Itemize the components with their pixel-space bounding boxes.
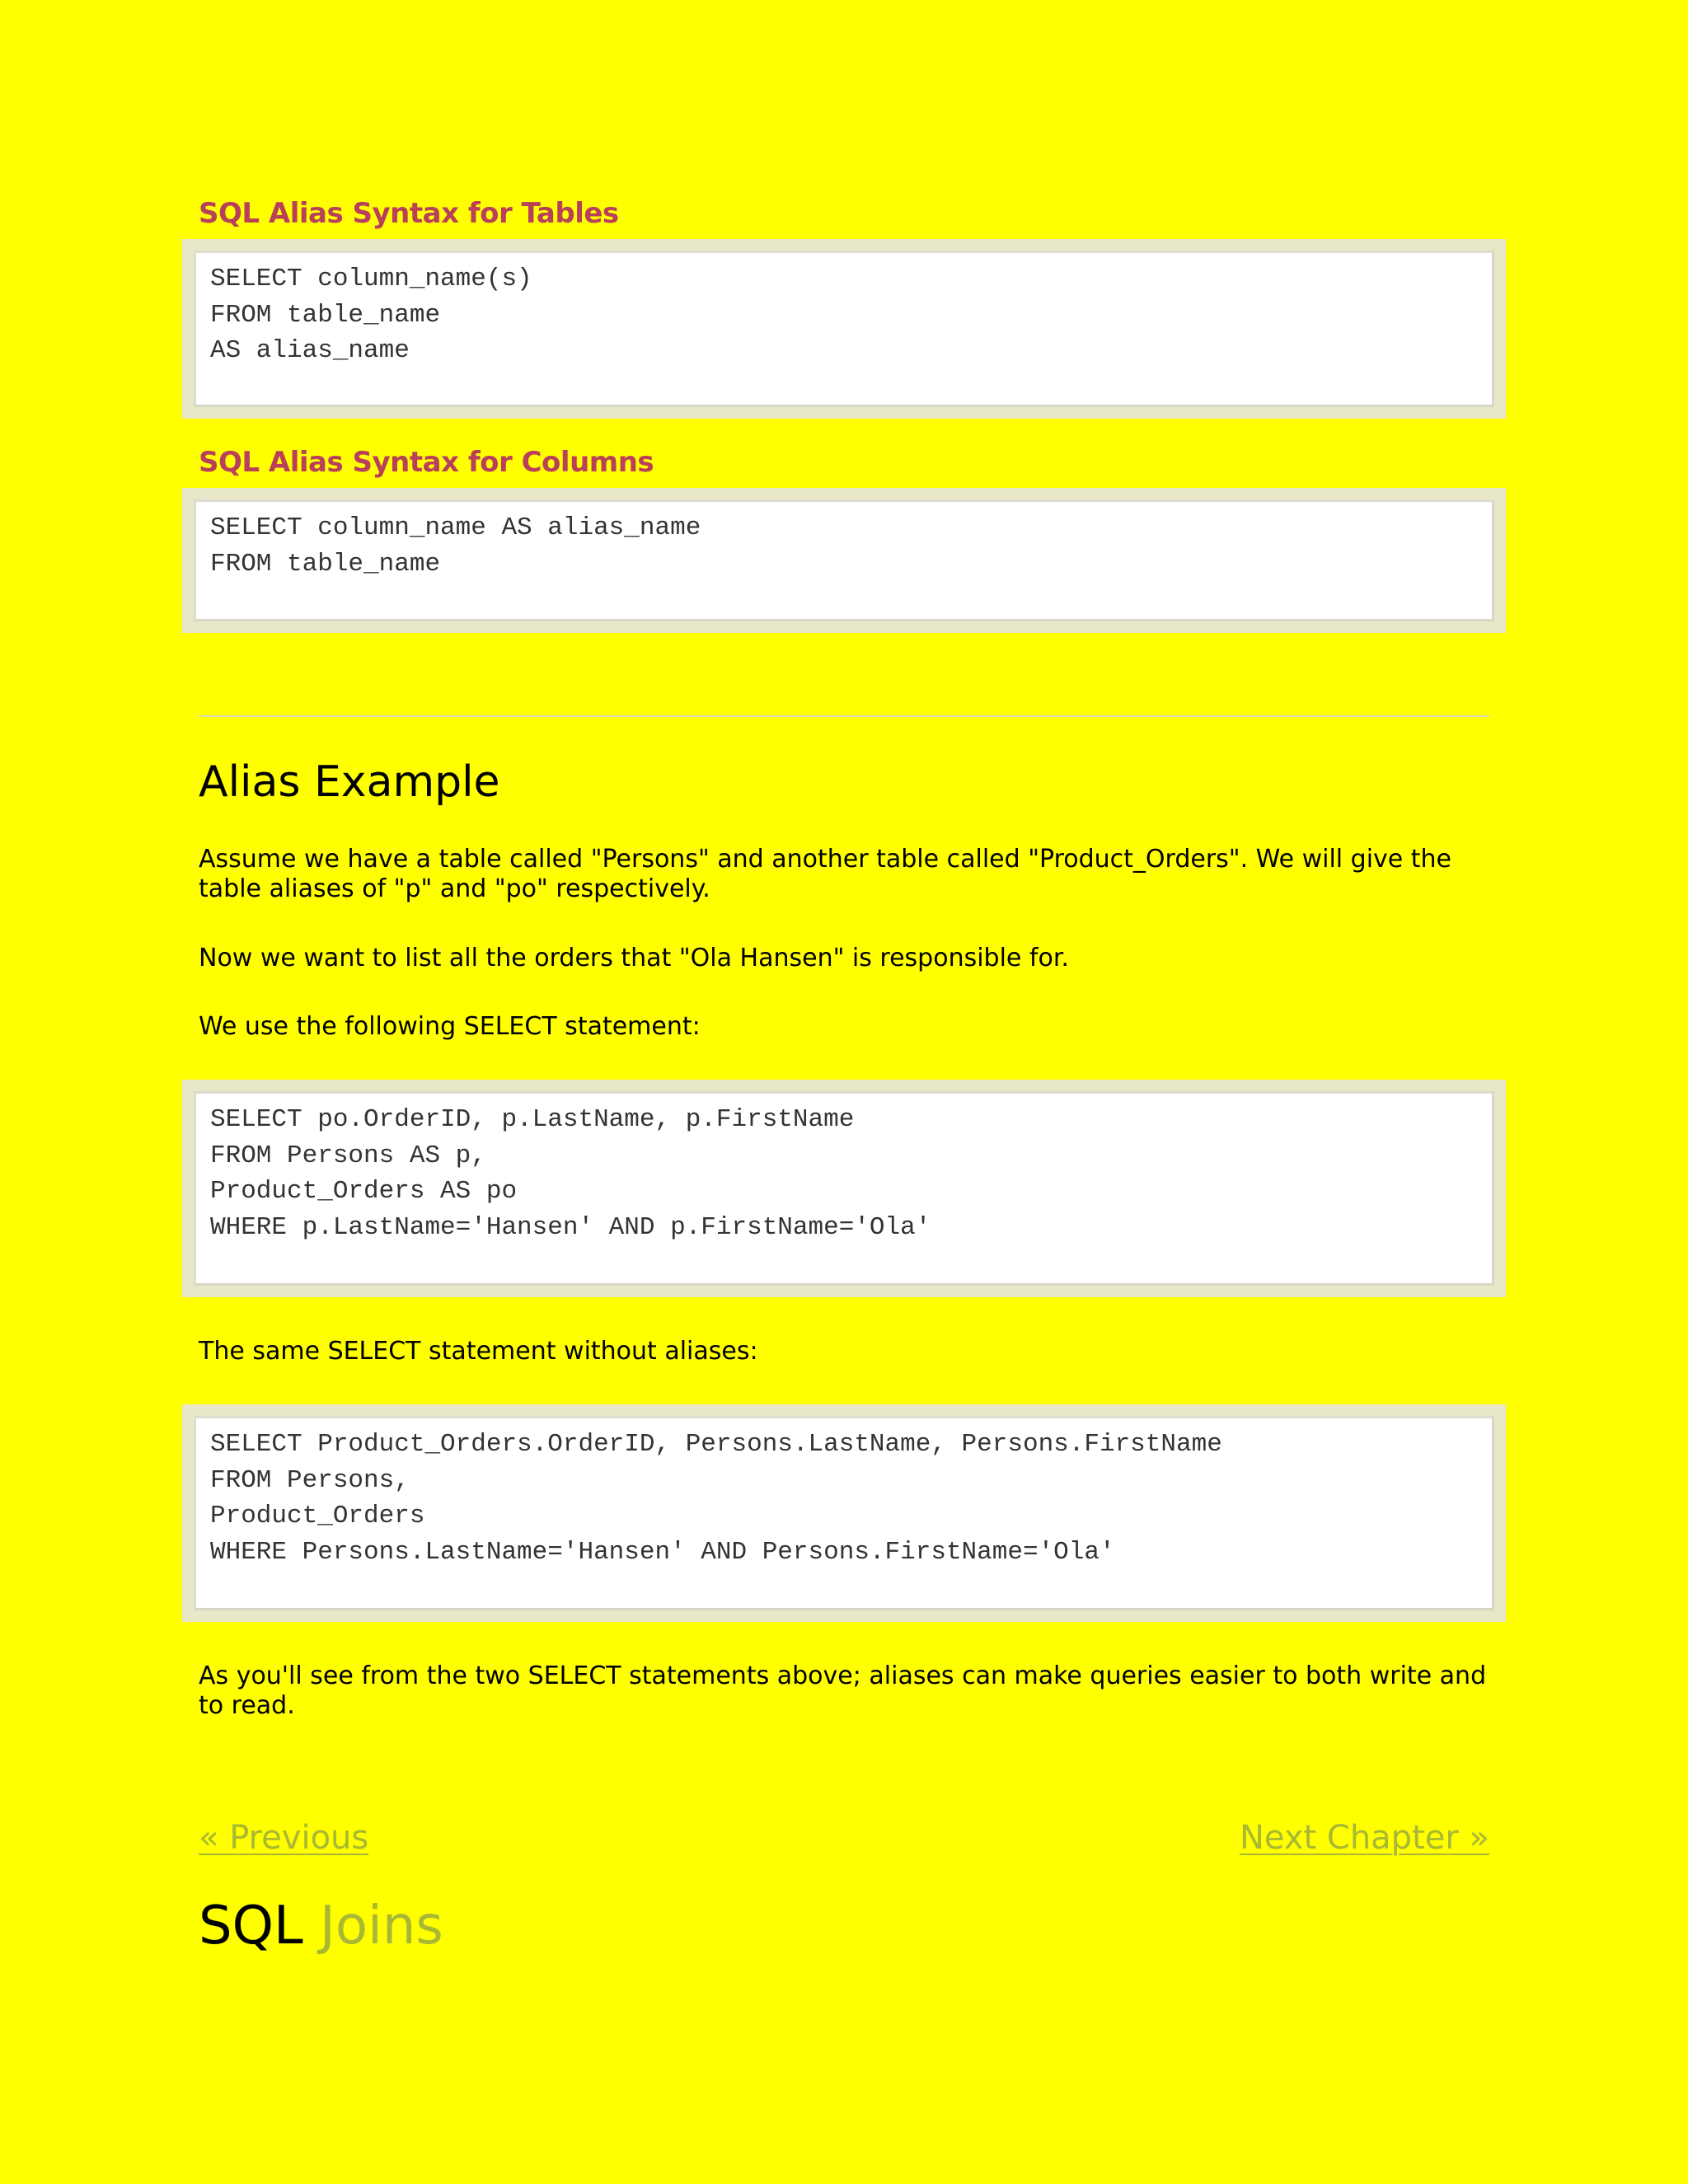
code-box bbox=[194, 1091, 1494, 1286]
code-line: SELECT po.OrderID, p.LastName, p.FirstName bbox=[210, 1105, 855, 1134]
chapter-prefix: SQL bbox=[199, 1896, 303, 1957]
joins-chapter-link[interactable]: Joins bbox=[320, 1896, 443, 1957]
without-alias-paragraph: The same SELECT statement without aliases: bbox=[199, 1337, 758, 1366]
syntax-tables-heading: SQL Alias Syntax for Tables bbox=[199, 197, 619, 230]
code-line: AS alias_name bbox=[210, 336, 410, 365]
section-divider bbox=[199, 715, 1489, 717]
next-chapter-title bbox=[199, 1894, 443, 1958]
no-alias-query-code-block bbox=[182, 1404, 1506, 1622]
code-line: FROM table_name bbox=[210, 549, 441, 579]
goal-paragraph: Now we want to list all the orders that "Ola Hansen" is responsible for. bbox=[199, 944, 1069, 972]
code-line: WHERE p.LastName='Hansen' AND p.FirstName='Ola' bbox=[210, 1212, 931, 1242]
intro-paragraph: Assume we have a table called "Persons" and another table called "Product_Orders". We will give the table aliases of "p" and "po" respectively. bbox=[199, 845, 1452, 903]
code-box bbox=[194, 1416, 1494, 1610]
code-line: WHERE Persons.LastName='Hansen' AND Persons.FirstName='Ola' bbox=[210, 1537, 1115, 1567]
code-line: SELECT column_name AS alias_name bbox=[210, 513, 701, 542]
code-line: SELECT Product_Orders.OrderID, Persons.LastName, Persons.FirstName bbox=[210, 1430, 1222, 1459]
code-line: FROM table_name bbox=[210, 300, 441, 330]
lead-paragraph: We use the following SELECT statement: bbox=[199, 1012, 701, 1041]
conclusion-paragraph: As you'll see from the two SELECT statements above; aliases can make queries easier to both write and to read. bbox=[199, 1661, 1487, 1720]
syntax-tables-code-block bbox=[182, 239, 1506, 419]
code-box bbox=[194, 499, 1494, 621]
code-line: Product_Orders AS po bbox=[210, 1177, 518, 1206]
code-line: FROM Persons AS p, bbox=[210, 1141, 486, 1170]
previous-link[interactable]: « Previous bbox=[199, 1819, 369, 1857]
code-line: FROM Persons, bbox=[210, 1465, 410, 1495]
syntax-columns-code-block bbox=[182, 488, 1506, 633]
next-chapter-link[interactable]: Next Chapter » bbox=[1239, 1819, 1489, 1857]
code-box bbox=[194, 251, 1494, 407]
code-line: SELECT column_name(s) bbox=[210, 265, 532, 293]
alias-example-heading: Alias Example bbox=[199, 757, 500, 807]
code-line: Product_Orders bbox=[210, 1502, 425, 1530]
alias-query-code-block bbox=[182, 1080, 1506, 1297]
syntax-columns-heading: SQL Alias Syntax for Columns bbox=[199, 446, 654, 479]
